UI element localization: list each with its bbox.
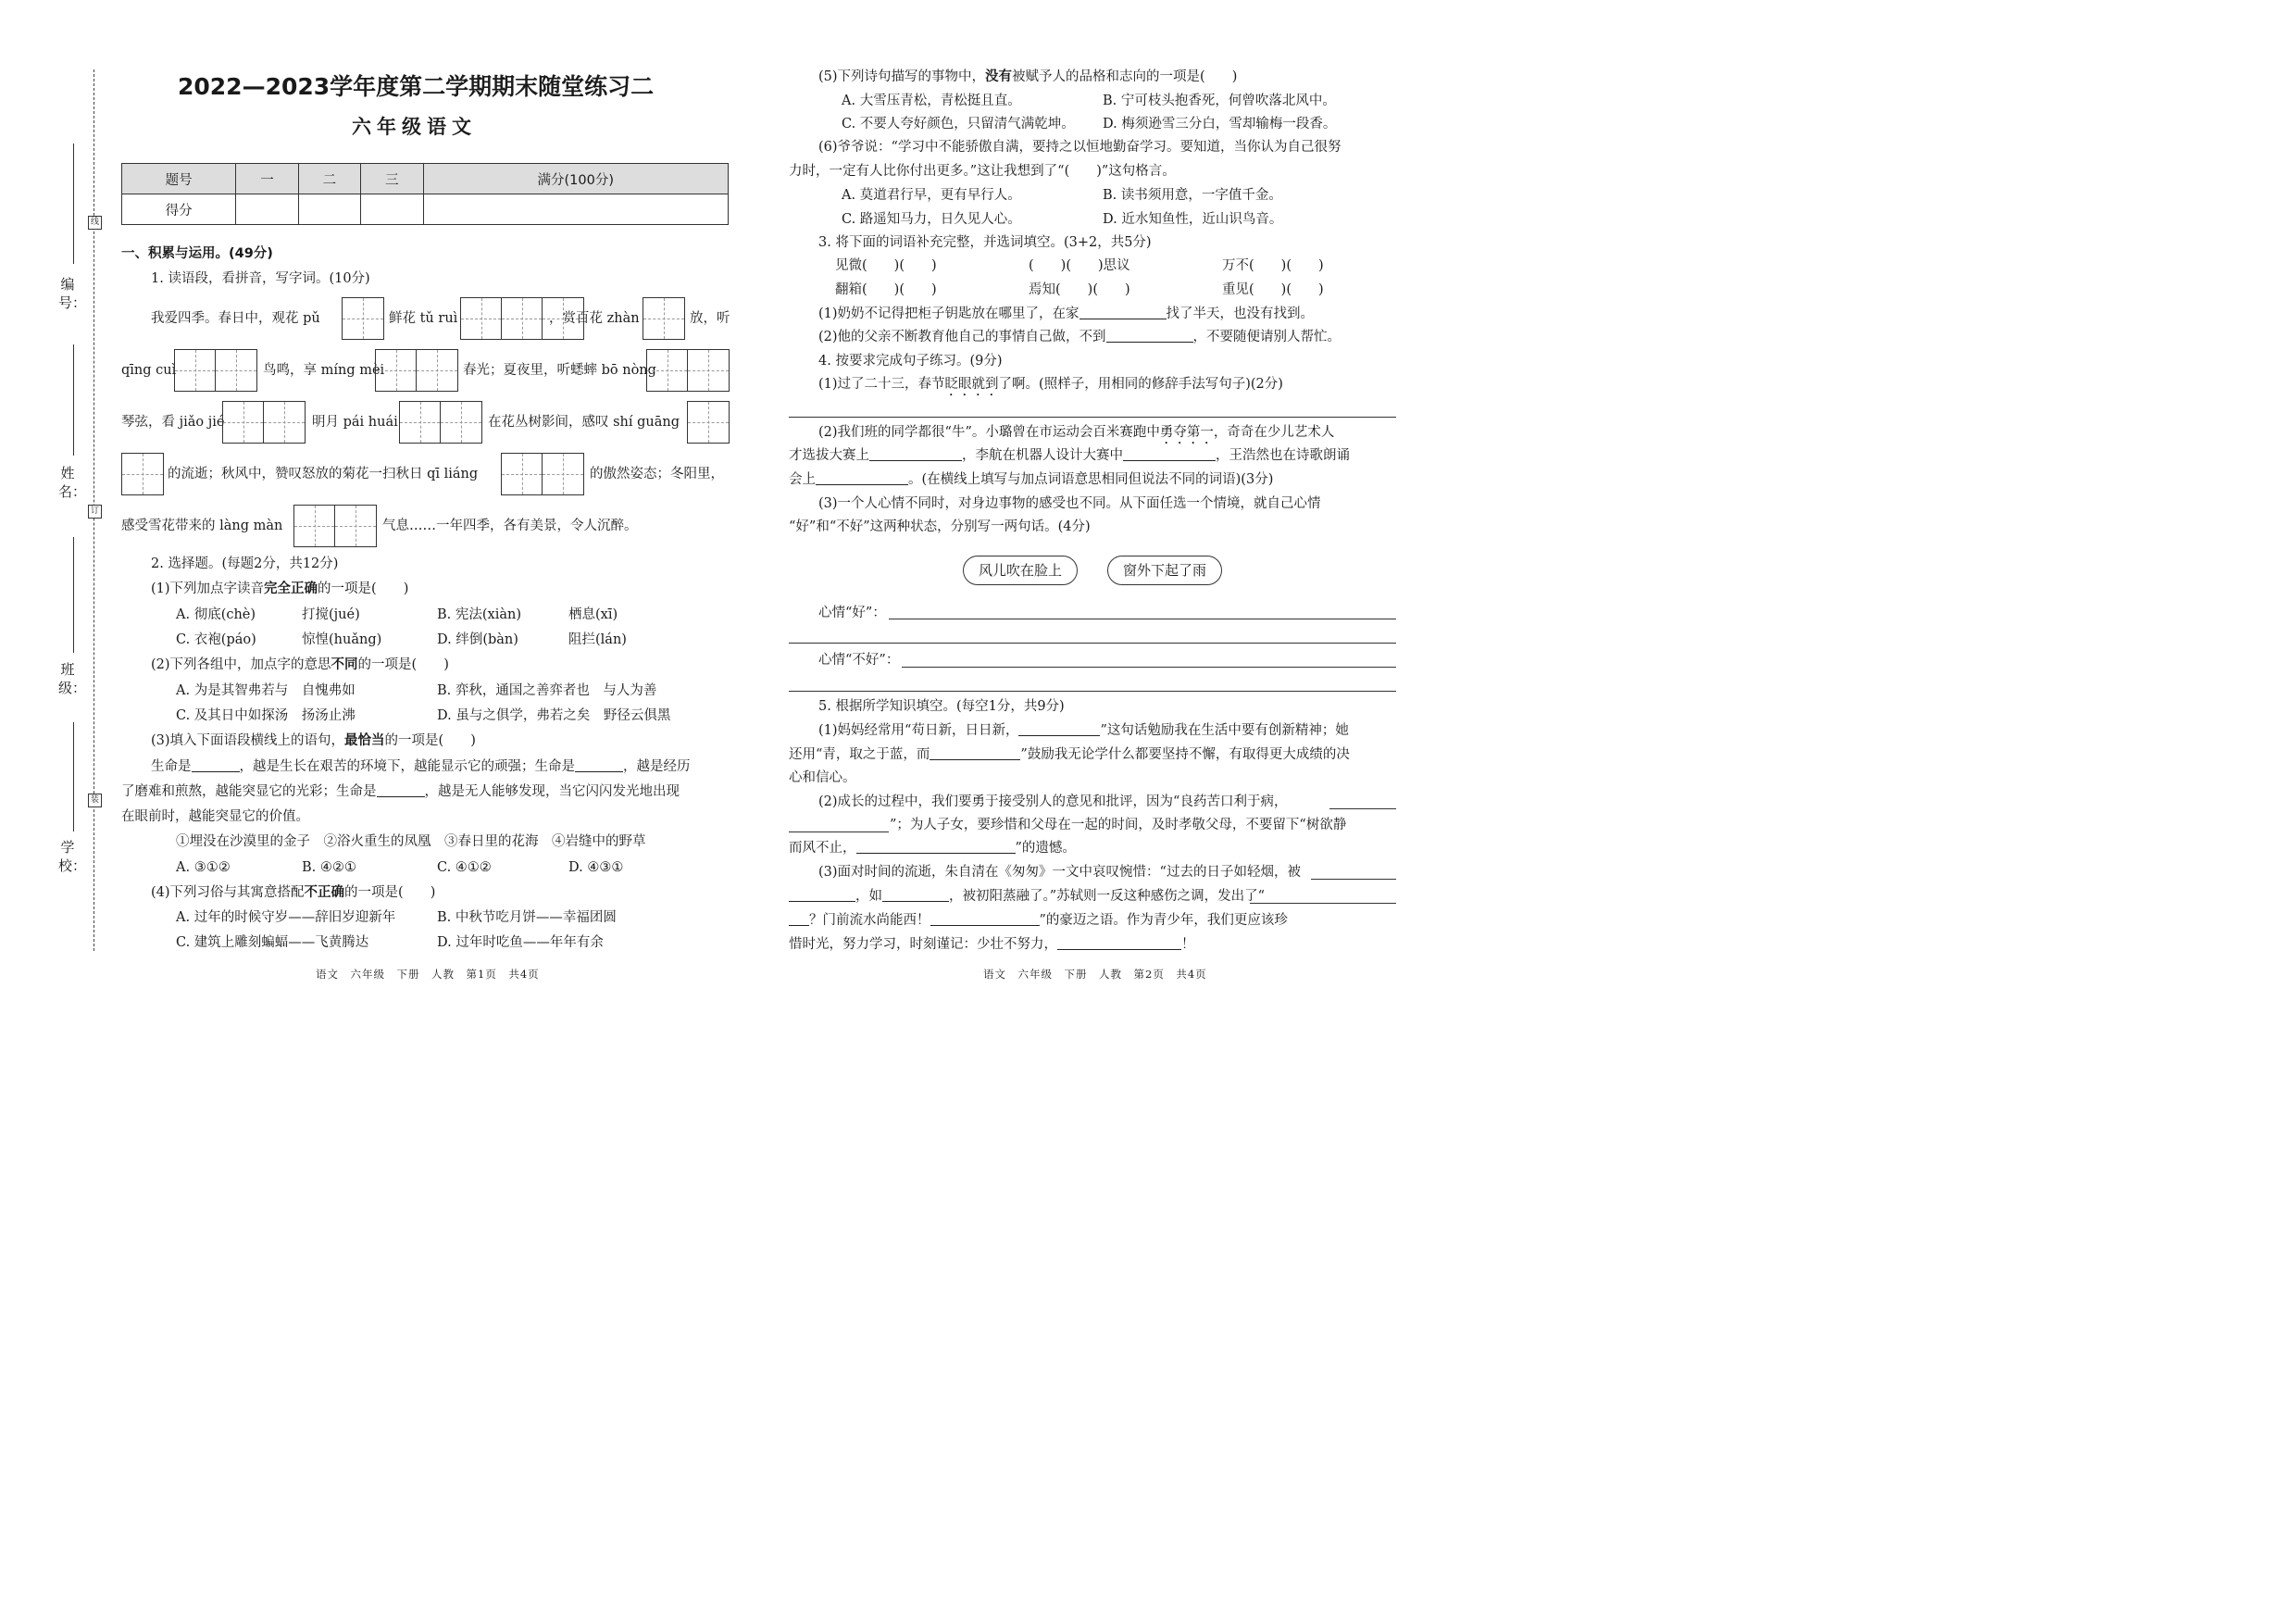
stem-text: (3)填入下面语段横线上的语句， [151,733,345,748]
stem-emphasis: 最恰当 [344,733,385,748]
option-b[interactable]: B. 宪法(xiàn) [437,607,521,622]
option-d-2: 阻拦(lán) [568,632,627,647]
score-row-label: 得分 [122,194,236,225]
stem-text: (5)下列诗句描写的事物中， [818,69,986,84]
answer-line[interactable] [789,643,1396,644]
blank[interactable] [789,912,809,926]
option-c[interactable]: C. ④①② [437,860,492,875]
field-school-label: 学校： [58,839,87,874]
q2-1-stem [151,581,408,597]
blank[interactable] [930,912,1040,926]
answer-line[interactable] [789,691,1396,692]
q1-text: 感受雪花带来的 làng màn [121,519,283,533]
q4-3-stem: “好”和“不好”这两种状态，分别写一两句话。(4分) [789,519,1091,534]
q1-title: 1. 读语段，看拼音，写字词。(10分) [151,271,370,286]
stem-text: 的一项是( ) [384,733,476,748]
field-number-label: 编号： [58,276,87,311]
q5-1 [789,746,1350,763]
option-b-2: 栖息(xī) [568,607,618,622]
field-name-label: 姓名： [58,465,87,500]
stem-emphasis: 没有 [985,69,1013,84]
q1-text: qīng cuì [121,363,177,378]
option-a[interactable]: A. 为是其智弗若与 自愧弗如 [176,683,356,698]
stem-text: 了啊。(照样子，用相同的修辞手法写句子)(2分) [998,377,1283,392]
option-b[interactable]: B. 弈秋，通国之善弈者也 与人为善 [437,683,657,698]
stem-text: (2)我们班的同学都很“牛”。小璐曾在市运动会百米赛跑中 [818,425,1160,440]
option-a[interactable]: A. 彻底(chè) [176,607,256,622]
option-d[interactable]: D. 过年时吃鱼——年年有余 [437,935,604,950]
q1-text: 的傲然姿态；冬阳里， [590,467,724,481]
stem-text: (1)下列加点字读音 [151,581,265,596]
q1-text: 的流逝；秋风中，赞叹怒放的菊花一扫秋日 qī liáng [168,467,479,481]
stem-text: ，李航在机器人设计大赛中 [962,448,1123,463]
dotted-word: 勇夺第一 [1159,425,1214,440]
stem-text: (4)下列习俗与其寓意搭配 [151,885,305,900]
q5-3 [789,888,1265,905]
blank[interactable] [869,447,962,461]
blank[interactable] [1018,722,1100,736]
answer-grid[interactable] [121,453,164,495]
answer-grid[interactable] [501,453,584,495]
q2-3-passage [151,758,691,775]
idiom-item[interactable]: 重见( )( ) [1222,282,1324,297]
q1-text: 我爱四季。春日中，观花 pǔ [151,311,320,326]
option-a[interactable]: A. 莫道君行早，更有早行人。 [842,188,1021,203]
mood-bad-label: 心情“不好”： [818,653,900,668]
page-footer-left: 语文 六年级 下册 人教 第1页 共4页 [316,968,540,981]
blank[interactable] [1106,329,1193,343]
q5-2: ”；为人子女，要珍惜和父母在一起的时间，及时孝敬父母，不要留下“树欲静 [890,818,1347,832]
stem-emphasis: 不正确 [304,885,345,900]
answer-line[interactable] [1329,808,1396,809]
stem-text: (1)过了二十三，春节 [818,377,945,392]
score-header-2: 二 [298,164,360,194]
answer-grid[interactable] [174,349,257,392]
stem-text: ，王浩然也在诗歌朗诵 [1216,448,1350,463]
blank[interactable] [856,840,1016,854]
option-a[interactable]: A. 过年的时候守岁——辞旧岁迎新年 [176,910,396,925]
field-school-line [73,722,74,832]
q3-sentence [818,306,1314,322]
score-header-item: 题号 [122,164,236,194]
sentence-text: (1)奶奶不记得把柜子钥匙放在哪里了，在家 [818,306,1079,321]
idiom-item[interactable]: ( )( )思议 [1029,258,1130,273]
blank[interactable] [1057,936,1181,950]
idiom-item[interactable]: 万不( )( ) [1222,258,1324,273]
q2-3-passage [121,783,680,800]
option-c[interactable]: C. 不要人夸好颜色，只留清气满乾坤。 [842,117,1075,131]
seal-mark-line: 线 [88,216,102,230]
mood-good-label: 心情“好”： [818,606,886,620]
passage-text: 生命是 [151,759,192,774]
q1-text: 放，听 [690,311,730,326]
stem-text: 。(在横线上填写与加点词语意思相同但说法不同的词语)(3分) [908,472,1274,487]
field-class-line [73,537,74,653]
answer-grid[interactable] [399,401,482,444]
passage-text: (1)妈妈经常用“苟日新，日日新， [818,723,1019,738]
option-a[interactable]: A. 大雪压青松，青松挺且直。 [842,94,1021,108]
q5-3 [789,936,1195,953]
stem-text: 的一项是( ) [357,657,449,672]
q2-4-stem [151,884,435,901]
idiom-item[interactable]: 焉知( )( ) [1029,282,1130,297]
answer-line[interactable] [902,667,1396,668]
seal-mark-bind: 订 [88,505,102,519]
field-number-line [73,144,74,264]
q1-text: 鸟鸣，享 míng mèi [263,363,385,378]
scenario-bubble-wind[interactable]: 风儿吹在脸上 [963,556,1078,585]
answer-grid[interactable] [342,297,384,340]
exam-title: 2022—2023学年度第二学期期末随堂练习二 [178,73,655,100]
q2-title: 2. 选择题。(每题2分，共12分) [151,556,339,571]
q4-2-stem [789,447,1350,464]
option-d[interactable]: D. ④③① [568,860,624,875]
answer-grid[interactable] [375,349,458,392]
q1-text: 春光；夏夜里，听蟋蟀 bō nòng [463,363,656,378]
option-d[interactable]: D. 近水知鱼性，近山识鸟音。 [1103,212,1283,227]
idiom-item[interactable]: 翻箱( )( ) [835,282,937,297]
score-header-total: 满分(100分) [423,164,728,194]
q3-title: 3. 将下面的词语补充完整，并选词填空。(3+2，共5分) [818,235,1152,250]
answer-grid[interactable] [687,401,730,444]
answer-line[interactable] [1311,879,1396,880]
stem-text: (2)下列各组中，加点字的意思 [151,657,331,672]
sentence-text: 找了半天，也没有找到。 [1166,306,1315,321]
option-d[interactable]: D. 绊倒(bàn) [437,632,518,647]
q1-text: ，赏百花 zhàn [549,311,640,326]
option-d[interactable]: D. 虽与之俱学，弗若之矣 野径云俱黑 [437,708,671,723]
q2-5-stem [818,69,1237,85]
blank[interactable] [816,471,908,485]
q2-3-stem [151,732,476,749]
passage-text: ”这句话勉励我在生活中要有创新精神；她 [1100,723,1349,738]
score-cell-total[interactable] [423,194,728,225]
blank[interactable] [377,783,425,797]
stem-text: 会上 [789,472,816,487]
option-c[interactable]: C. 建筑上雕刻蝙蝠——飞黄腾达 [176,935,369,950]
q4-2-stem [818,424,1334,447]
q2-6-stem: 力时，一定有人比你付出更多。”这让我想到了“( )”这句格言。 [789,164,1176,179]
passage-text: ！ [1181,937,1195,952]
passage-text: ，越是生长在艰苦的环境下，越能显示它的顽强；生命是 [239,759,575,774]
passage-text: ”鼓励我无论学什么都要坚持不懈，有取得更大成绩的决 [1020,747,1350,762]
stem-text: 的一项是( ) [318,581,409,596]
answer-line[interactable] [1250,903,1396,904]
answer-grid[interactable] [646,349,730,392]
answer-line[interactable] [789,417,1396,418]
page-footer-right: 语文 六年级 下册 人教 第2页 共4页 [983,968,1207,981]
q3-sentence [818,329,1341,345]
passage-text: ，越是无人能够发现，当它闪闪发光地出现 [424,784,680,799]
blank[interactable] [882,888,949,902]
passage-text: ？门前流水尚能西！ [809,913,930,928]
option-c-2: 惊惶(huǎng) [302,632,382,647]
passage-text: ”的豪迈之语。作为青少年，我们更应该珍 [1039,913,1288,928]
q5-3 [789,912,1288,929]
blank[interactable] [1079,306,1167,319]
stem-emphasis: 不同 [331,657,358,672]
q4-title: 4. 按要求完成句子练习。(9分) [818,354,1003,369]
passage-text: 而风不止， [789,841,856,856]
q5-1 [818,722,1349,739]
passage-text: 还用“青，取之于蓝，而 [789,747,930,762]
section-1-title: 一、积累与运用。(49分) [121,246,273,261]
passage-text: ，如 [855,889,882,904]
field-name-line [73,344,74,456]
option-b[interactable]: B. ④②① [302,860,356,875]
option-a[interactable]: A. ③①② [176,860,231,875]
q5-1: 心和信心。 [789,770,856,785]
idiom-item[interactable]: 见微( )( ) [835,258,937,273]
sentence-text: (2)他的父亲不断教育他自己的事情自己做，不到 [818,330,1106,344]
stem-text: 的一项是( ) [344,885,436,900]
score-header-3: 三 [361,164,423,194]
blank[interactable] [1123,447,1216,461]
score-cell-2[interactable] [298,194,360,225]
option-b[interactable]: B. 读书须用意，一字值千金。 [1103,188,1282,203]
q2-2-stem [151,656,449,673]
q5-2: (2)成长的过程中，我们要勇于接受别人的意见和批评，因为“良药苦口利于病， [818,794,1288,809]
blank[interactable] [930,746,1020,760]
q1-text: 鲜花 tǔ ruì [389,311,458,326]
score-cell-3[interactable] [361,194,423,225]
passage-text: 了磨难和煎熬，越能突显它的光彩；生命是 [121,784,377,799]
q4-3-stem: (3)一个人心情不同时，对身边事物的感受也不同。从下面任选一个情境，就自己心情 [818,496,1321,511]
q4-1-stem [818,376,1283,399]
field-class-label: 班级： [58,661,87,696]
q4-2-stem [789,471,1273,488]
q5-title: 5. 根据所学知识填空。(每空1分，共9分) [818,699,1065,714]
passage-text: ，越是经历 [623,759,691,774]
q2-3-passage: 在眼前时，越能突显它的价值。 [121,809,309,824]
answer-grid[interactable] [293,505,377,547]
answer-grid[interactable] [643,297,685,340]
q5-2 [789,840,1076,857]
q1-text: 琴弦，看 jiǎo jié [121,415,225,430]
passage-text: 惜时光，努力学习，时刻谨记：少壮不努力， [789,937,1057,952]
option-a-2: 打搅(jué) [302,607,360,622]
q1-text: 在花丛树影间，感叹 shí guāng [488,415,680,430]
option-d[interactable]: D. 梅须逊雪三分白，雪却输梅一段香。 [1103,117,1337,131]
stem-emphasis: 完全正确 [264,581,318,596]
option-c[interactable]: C. 路遥知马力，日久见人心。 [842,212,1021,227]
q1-text: 明月 pái huái [312,415,398,430]
stem-text: ，奇奇在少儿艺术人 [1213,425,1335,440]
blank[interactable] [789,888,855,902]
blank[interactable] [575,758,623,772]
q5-3: (3)面对时间的流逝，朱自清在《匆匆》一文中哀叹惋惜：“过去的日子如轻烟，被 [818,865,1301,880]
sentence-text: ，不要随便请别人帮忙。 [1192,330,1341,344]
passage-text: ，被初阳蒸融了。”苏轼则一反这种感伤之调，发出了“ [949,889,1266,904]
q1-text: 气息……一年四季，各有美景，令人沉醉。 [382,519,638,533]
answer-grid[interactable] [222,401,306,444]
stem-text: 被赋予人的品格和志向的一项是( ) [1012,69,1238,84]
option-b[interactable]: B. 宁可枝头抱香死，何曾吹落北风中。 [1103,94,1336,108]
passage-text: ”的遗憾。 [1015,841,1076,856]
option-c[interactable]: C. 及其日中如探汤 扬汤止沸 [176,708,356,723]
option-b[interactable]: B. 中秋节吃月饼——幸福团圆 [437,910,617,925]
option-c[interactable]: C. 衣袍(páo) [176,632,256,647]
q2-3-items: ①埋没在沙漠里的金子 ②浴火重生的凤凰 ③春日里的花海 ④岩缝中的野草 [176,834,646,849]
stem-text: 才选拔大赛上 [789,448,869,463]
q2-6-stem: (6)爷爷说：“学习中不能骄傲自满，要持之以恒地勤奋学习。要知道，当你认为自己很努 [818,140,1341,155]
score-header-1: 一 [236,164,298,194]
exam-subtitle: 六年级语文 [352,116,477,138]
scenario-bubble-rain[interactable]: 窗外下起了雨 [1107,556,1222,585]
blank[interactable] [192,758,240,772]
score-cell-1[interactable] [236,194,298,225]
dotted-word: 眨眼就到 [944,377,999,392]
seal-mark-pack: 装 [88,794,102,807]
score-table [121,163,729,225]
